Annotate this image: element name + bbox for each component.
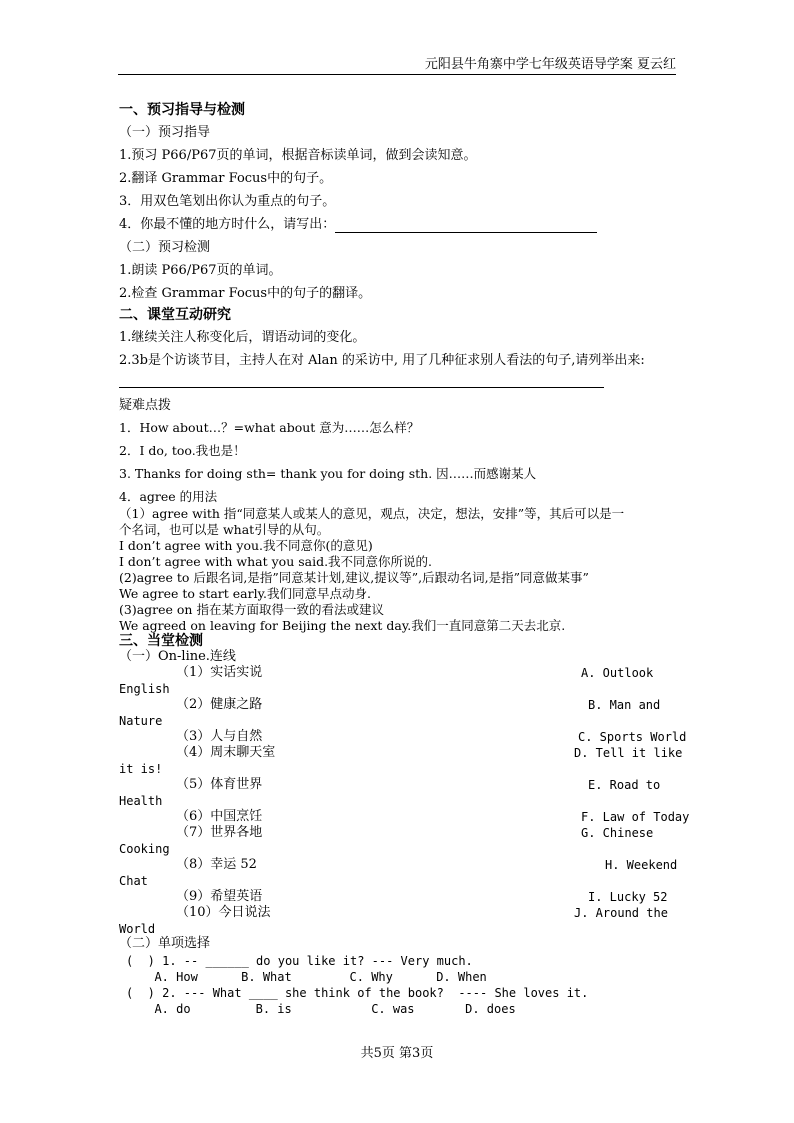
difficult-title: 疑难点拨	[119, 398, 172, 413]
match-right-8: H. Weekend	[605, 858, 678, 872]
difficult-item-5: （1）agree with 指“同意某人或某人的意见，观点，决定，想法，安排”等，其后可以是一	[119, 506, 625, 521]
difficult-item-12: We agreed on leaving for Beijing the next day.我们一直同意第二天去北京.	[119, 618, 566, 633]
difficult-item-11: (3)agree on 指在某方面取得一致的看法或建议	[119, 602, 384, 617]
match-wrap-10: World	[119, 922, 156, 936]
question-2-options: A. do B. is C. was D. does	[140, 1002, 516, 1016]
section3-sub2: （二）单项选择	[119, 936, 211, 951]
match-left-4: （4）周末聊天室	[176, 745, 276, 760]
section1-sub2: （二）预习检测	[119, 240, 211, 255]
section1-title: 一、预习指导与检测	[119, 102, 245, 118]
match-right-2: B. Man and	[588, 698, 661, 712]
match-left-2: （2）健康之路	[176, 697, 263, 712]
section1-item-2: 2.翻译 Grammar Focus中的句子。	[119, 171, 333, 186]
section1-item-4-text: 4．你最不懂的地方时什么，请写出：	[119, 217, 336, 232]
match-right-9: I. Lucky 52	[588, 890, 668, 904]
match-left-6: （6）中国烹饪	[176, 809, 263, 824]
section2-title: 二、课堂互动研究	[119, 307, 231, 323]
match-right-4: D. Tell it like	[574, 746, 683, 760]
match-left-3: （3）人与自然	[176, 729, 263, 744]
section1-sub1: （一）预习指导	[119, 125, 211, 140]
section3-title: 三、当堂检测	[119, 633, 203, 649]
match-right-1: A. Outlook	[581, 666, 654, 680]
section2-item-1: 1.继续关注人称变化后，谓语动词的变化。	[119, 330, 366, 345]
page-header: 元阳县牛角寨中学七年级英语导学案 夏云红	[424, 57, 676, 72]
difficult-item-6: 个名词，也可以是 what引导的从句。	[119, 522, 330, 537]
difficult-item-9: (2)agree to 后跟名词,是指”同意某计划,建议,提议等”,后跟动名词,是指”同意做某事”	[119, 570, 589, 585]
match-right-10: J. Around the	[574, 906, 668, 920]
match-wrap-5: Health	[119, 794, 163, 808]
match-left-1: （1）实话实说	[176, 665, 263, 680]
section1-check-2: 2.检查 Grammar Focus中的句子的翻译。	[119, 286, 372, 301]
match-wrap-2: Nature	[119, 714, 163, 728]
match-wrap-1: English	[119, 682, 170, 696]
answer-blank	[335, 220, 597, 233]
match-left-10: （10）今日说法	[176, 905, 271, 920]
match-left-9: （9）希望英语	[176, 889, 263, 904]
match-wrap-8: Chat	[119, 874, 148, 888]
match-right-6: F. Law of Today	[581, 810, 690, 824]
section1-item-3: 3．用双色笔划出你认为重点的句子。	[119, 194, 336, 209]
difficult-item-2: 2．I do, too.我也是！	[119, 443, 246, 458]
page-footer: 共5页 第3页	[360, 1046, 434, 1061]
section1-item-1: 1.预习 P66/P67页的单词，根据音标读单词，做到会读知意。	[119, 148, 477, 163]
question-1-options: A. How B. What C. Why D. When	[140, 970, 487, 984]
section1-check-1: 1.朗读 P66/P67页的单词。	[119, 263, 282, 278]
match-right-5: E. Road to	[588, 778, 661, 792]
match-left-5: （5）体育世界	[176, 777, 263, 792]
difficult-item-10: We agree to start early.我们同意早点动身.	[119, 586, 371, 601]
match-right-3: C. Sports World	[578, 730, 687, 744]
header-rule	[118, 74, 676, 75]
match-left-7: （7）世界各地	[176, 825, 263, 840]
match-left-8: （8）幸运 52	[176, 857, 257, 872]
question-2: ( ) 2. --- What ____ she think of the book? ---- She loves it.	[126, 986, 589, 1000]
difficult-item-1: 1．How about…？=what about 意为……怎么样？	[119, 420, 420, 435]
section2-item-2: 2.3b是个访谈节目，主持人在对 Alan 的采访中, 用了几种征求别人看法的句子,请列举出来:	[119, 353, 645, 368]
question-1: ( ) 1. -- ______ do you like it? --- Very much.	[126, 954, 473, 968]
difficult-item-4: 4．agree 的用法	[119, 489, 218, 504]
match-right-7: G. Chinese	[581, 826, 654, 840]
match-wrap-7: Cooking	[119, 842, 170, 856]
difficult-item-8: I don’t agree with what you said.我不同意你所说的.	[119, 554, 433, 569]
answer-rule	[119, 387, 604, 388]
section3-sub1: （一）On-line.连线	[119, 649, 236, 664]
match-wrap-4: it is!	[119, 762, 163, 776]
difficult-item-3: 3. Thanks for doing sth= thank you for doing sth. 因……而感谢某人	[119, 466, 537, 481]
difficult-item-7: I don’t agree with you.我不同意你(的意见)	[119, 538, 373, 553]
section1-item-4	[119, 217, 597, 233]
